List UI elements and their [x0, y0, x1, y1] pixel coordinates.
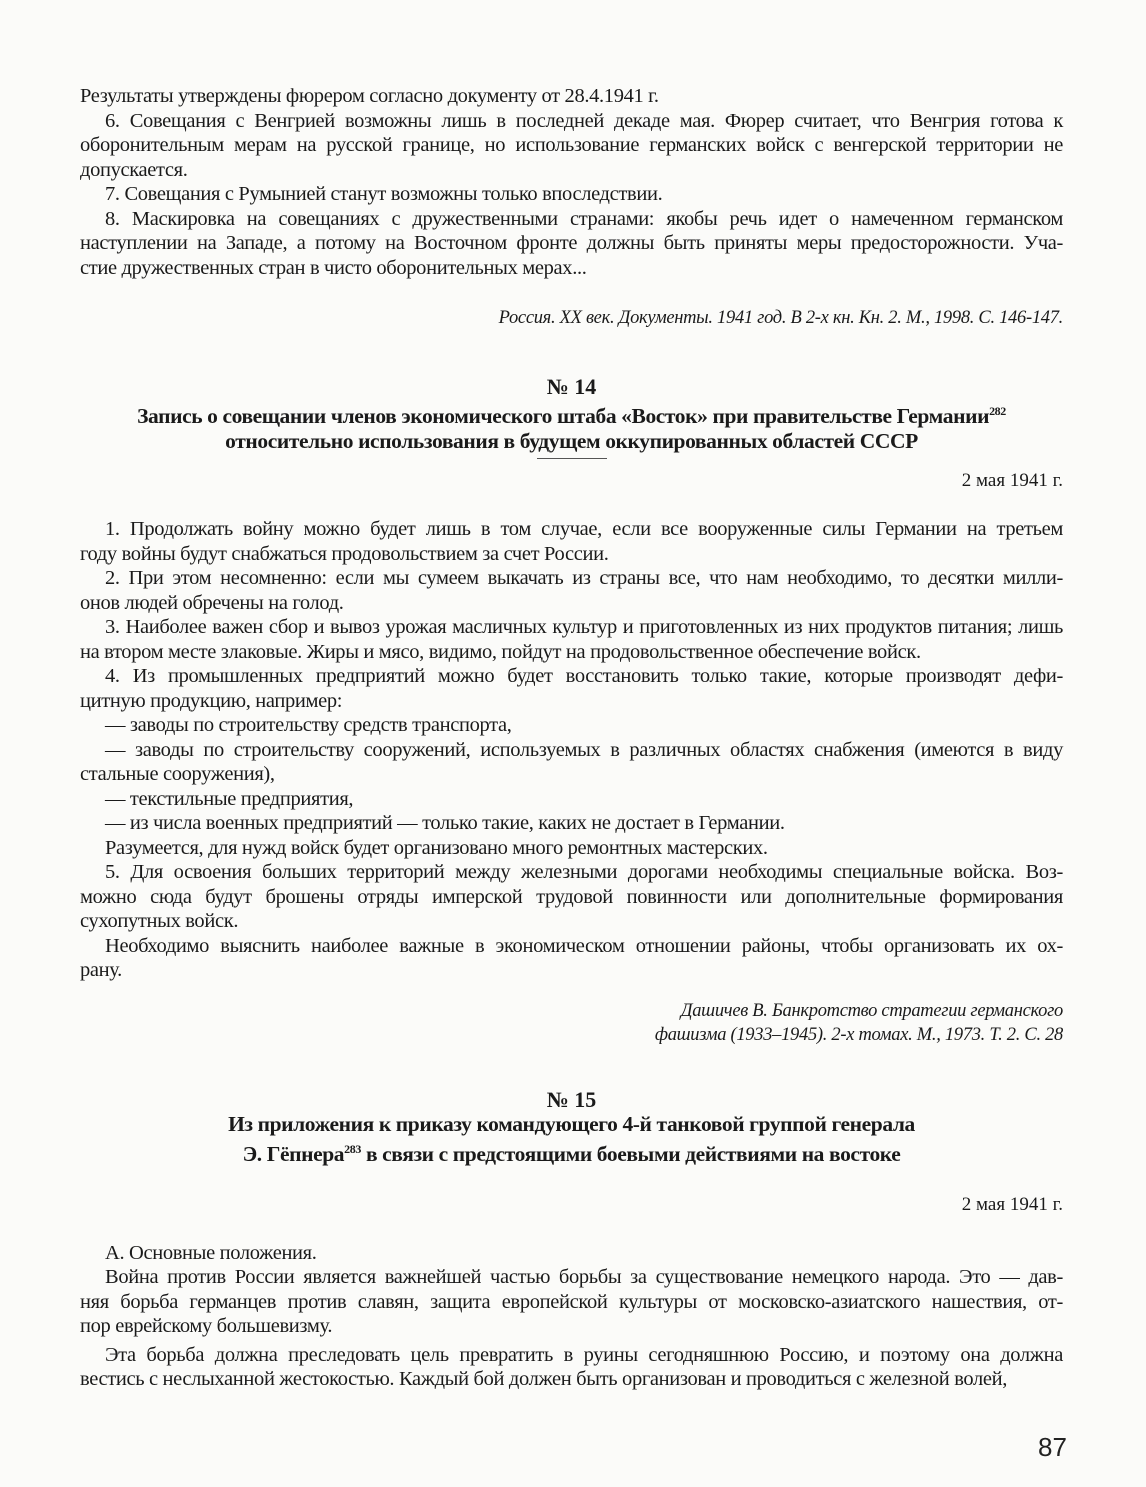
text-line: цитную продукцию, например: [80, 689, 343, 712]
text-line: онов людей обречены на голод. [80, 591, 344, 614]
text-line: 1. Продолжать войну можно будет лишь в том случае, если все вооруженные силы Германии на третьем [105, 518, 1063, 540]
text-line: вестись с неслыханной жестокостью. Каждый бой должен быть организован и проводиться с железной волей, [80, 1368, 1008, 1390]
text-line: Необходимо выяснить наиболее важные в экономическом отношении районы, чтобы организовать их ох- [105, 934, 1063, 957]
paragraph [80, 517, 1063, 566]
doc15-date: 2 мая 1941 г. [961, 1193, 1063, 1215]
paragraph [80, 811, 1063, 836]
text-line: году войны будут снабжаться продовольствием за счет России. [80, 542, 609, 565]
text-line: А. Основные положения. [105, 1241, 317, 1264]
doc14-title-text: Запись о совещании членов экономического штаба «Восток» при правительстве Германии [137, 404, 990, 428]
text-line: — из числа военных предприятий — только такие, каких не достает в Германии. [105, 812, 785, 834]
text-line: допускается. [80, 158, 188, 181]
paragraph [80, 787, 1063, 812]
text-line: — текстильные предприятия, [105, 787, 354, 810]
paragraph [80, 566, 1063, 615]
text-line: 5. Для освоения больших территорий между железными дорогами необходимы специальные войска. Воз- [105, 861, 1063, 883]
citation-line: Россия. XX век. Документы. 1941 год. В 2-х кн. Кн. 2. М., 1998. С. 146-147. [498, 308, 1063, 328]
text-line: — заводы по строительству сооружений, используемых в различных областях снабжения (имеются в виду [105, 738, 1063, 761]
doc15-title-name: Э. Гёпнера [242, 1141, 345, 1166]
paragraph [80, 207, 1063, 281]
text-line: 8. Маскировка на совещаниях с дружественными странами: якобы речь идет о намеченном германском [105, 207, 1063, 230]
text-line: можно сюда будут брошены отряды имперской трудовой повинности или дополнительные формирования [80, 885, 1063, 908]
citation-line: Дашичев В. Банкротство стратегии германского [680, 1000, 1063, 1021]
text-line: — заводы по строительству средств транспорта, [105, 714, 512, 736]
text-line: оборонительным мерам на русской границе, но использование германских войск с венгерской территории не [80, 134, 1063, 156]
text-line: Разумеется, для нужд войск будет организовано много ремонтных мастерских. [105, 836, 768, 859]
doc14-footnote-ref[interactable]: 282 [989, 404, 1006, 418]
citation-line: фашизма (1933–1945). 2-х томах. М., 1973. Т. 2. С. 28 [654, 1024, 1063, 1045]
text-line: пор еврейскому большевизму. [80, 1315, 333, 1337]
paragraph [80, 934, 1063, 983]
doc14-citation [80, 999, 1063, 1047]
doc14-title-line1 [80, 399, 1063, 429]
doc15-footnote-ref[interactable]: 283 [344, 1141, 361, 1156]
doc14-number: № 14 [546, 374, 597, 399]
paragraph [80, 1241, 1063, 1266]
paragraph [80, 1265, 1063, 1339]
document-15 [80, 1087, 1063, 1392]
doc14-title-line2: относительно использования в будущем оккупированных областей СССР [225, 429, 918, 453]
paragraph [80, 84, 1063, 109]
paragraph [80, 836, 1063, 861]
text-line: 2. При этом несомненно: если мы сумеем выкачать из страны все, что нам необходимо, то десятки милли- [105, 567, 1063, 589]
text-line: няя борьба германцев против славян, защита европейской культуры от московско-азиатского нашествия, от- [80, 1290, 1063, 1313]
paragraph [80, 860, 1063, 934]
doc15-number: № 15 [546, 1086, 597, 1112]
document-14 [80, 374, 1063, 1047]
doc15-title-rest: в связи с предстоящими боевыми действиями на востоке [360, 1141, 901, 1166]
paragraph [80, 109, 1063, 183]
paragraph [80, 615, 1063, 664]
text-line: сухопутных войск. [80, 910, 239, 932]
doc15-title-line1: Из приложения к приказу командующего 4-й танковой группой генерала [228, 1111, 915, 1136]
doc15-body [80, 1241, 1063, 1392]
text-line: 3. Наиболее важен сбор и вывоз урожая масличных культур и приготовленных из них продуктов питания; лишь [105, 616, 1063, 638]
paragraph [80, 738, 1063, 787]
text-line: Результаты утверждены фюрером согласно документу от 28.4.1941 г. [80, 85, 659, 107]
paragraph [80, 664, 1063, 713]
top-section-body [80, 84, 1063, 280]
text-line: Эта борьба должна преследовать цель превратить в руины сегодняшнюю Россию, и поэтому она должна [105, 1343, 1063, 1366]
text-line: на втором месте злаковые. Жиры и мясо, видимо, пойдут на продовольственное обеспечение войск. [80, 640, 921, 663]
text-line: рану. [80, 959, 122, 981]
paragraph [80, 713, 1063, 738]
top-section-citation [80, 306, 1063, 330]
document-page [80, 84, 1063, 1392]
text-line: стие дружественных стран в чисто оборонительных мерах... [80, 256, 587, 279]
text-line: стальные сооружения), [80, 763, 275, 785]
title-divider [537, 458, 607, 459]
doc14-body [80, 517, 1063, 983]
doc15-title-line2 [80, 1137, 1063, 1167]
doc14-date: 2 мая 1941 г. [961, 470, 1063, 491]
text-line: Война против России является важнейшей частью борьбы за существование немецкого народа. Это — дав- [105, 1266, 1063, 1288]
text-line: 4. Из промышленных предприятий можно будет восстановить только такие, которые производят дефи- [105, 665, 1063, 687]
page-number: 87 [1038, 1432, 1067, 1462]
paragraph [80, 1343, 1063, 1392]
paragraph [80, 182, 1063, 207]
text-line: 7. Совещания с Румынией станут возможны только впоследствии. [105, 183, 663, 205]
text-line: 6. Совещания с Венгрией возможны лишь в последней декаде мая. Фюрер считает, что Венгрия готова к [105, 109, 1063, 132]
text-line: наступлении на Западе, а потому на Восточном фронте должны быть приняты меры предосторожности. Уча- [80, 232, 1063, 254]
